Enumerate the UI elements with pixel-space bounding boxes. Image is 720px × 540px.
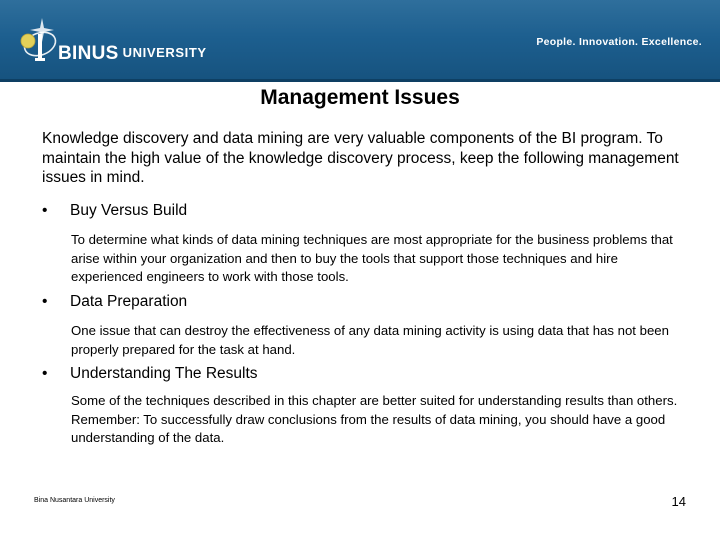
bullet-buy-versus-build [42,202,682,220]
bullet-text-data-preparation: One issue that can destroy the effectiveness of any data mining activity is using data that has not been properly prepared for the task at hand. [71,323,669,357]
brand-name: BINUS [58,43,119,64]
bullet-data-preparation [42,293,682,311]
bullet-marker: • [42,293,48,310]
bullet-text-buy-versus-build: To determine what kinds of data mining techniques are most appropriate for the business problems that arise within your organization and then to buy the tools that support those techniques and hire experienced engineers to work with those tools. [71,232,673,284]
bullet-heading: Buy Versus Build [70,202,188,219]
bullet-text-understanding-results: Some of the techniques described in this chapter are better suited for understanding results than others. Remember: To successfully draw conclusions from the results of data mining, you should have a good understanding of the data. [71,393,678,445]
tagline: People. Innovation. Excellence. [536,36,702,48]
bullet-heading: Understanding The Results [70,365,258,382]
brand-suffix: UNIVERSITY [122,45,207,60]
page-number: 14 [671,494,686,509]
slide-title: Management Issues [260,86,460,109]
footer-institution: Bina Nusantara University [34,497,115,504]
bullet-heading: Data Preparation [70,293,188,310]
bullet-understanding-results [42,365,682,383]
brand-wordmark [58,44,207,63]
bullet-marker: • [42,202,48,219]
bullet-marker: • [42,365,48,382]
header-banner [0,0,720,82]
intro-paragraph: Knowledge discovery and data mining are very valuable components of the BI program. To maintain the high value of the knowledge discovery process, keep the following management issues in mind. [42,130,679,186]
